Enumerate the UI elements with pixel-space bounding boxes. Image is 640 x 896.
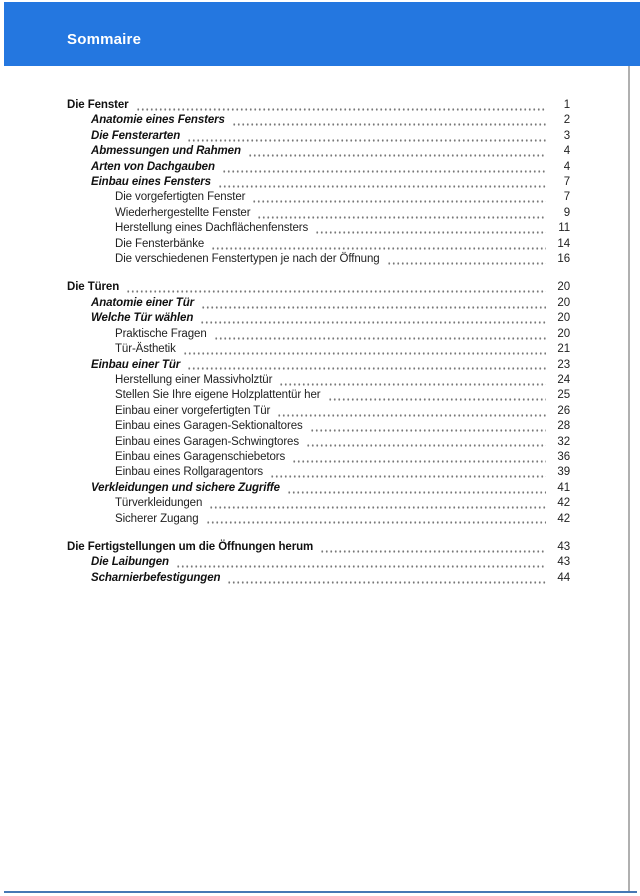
toc-entry[interactable] xyxy=(67,496,570,511)
toc-section xyxy=(67,280,570,527)
toc-entry-page: 32 xyxy=(557,435,570,448)
toc-entry-label: Sicherer Zugang xyxy=(115,512,199,525)
toc-entry-page: 20 xyxy=(557,281,570,294)
dot-leader xyxy=(187,358,546,373)
toc-entry-label: Welche Tür wählen xyxy=(91,312,194,325)
dot-leader xyxy=(209,496,546,511)
toc-entry-label: Einbau eines Garagen-Schwingtores xyxy=(115,435,300,448)
toc-entry[interactable] xyxy=(67,571,570,586)
toc-entry-label: Arten von Dachgauben xyxy=(91,160,215,173)
dot-leader xyxy=(270,465,546,480)
toc-entry-label: Abmessungen und Rahmen xyxy=(91,145,241,158)
toc-entry-label: Die vorgefertigten Fenster xyxy=(115,191,246,204)
toc-entry-label: Die Fensterbänke xyxy=(115,237,205,250)
dot-leader xyxy=(211,237,546,252)
toc-entry[interactable] xyxy=(67,465,570,480)
toc-entry-label: Einbau einer Tür xyxy=(91,358,181,371)
toc-entry[interactable] xyxy=(67,129,570,144)
toc-entry-label: Einbau eines Rollgaragentors xyxy=(115,466,264,479)
toc-entry-page: 20 xyxy=(557,296,570,309)
toc-entry[interactable] xyxy=(67,481,570,496)
toc-entry-page: 7 xyxy=(563,176,570,189)
toc-entry-page: 1 xyxy=(563,99,570,111)
toc-entry-page: 7 xyxy=(563,191,570,204)
toc-entry[interactable] xyxy=(67,113,570,128)
dot-leader xyxy=(287,481,546,496)
toc xyxy=(67,98,570,599)
toc-entry-page: 14 xyxy=(557,237,570,250)
toc-entry[interactable] xyxy=(67,280,570,295)
toc-entry-page: 25 xyxy=(557,389,570,402)
toc-entry[interactable] xyxy=(67,404,570,419)
toc-entry[interactable] xyxy=(67,206,570,221)
toc-entry[interactable] xyxy=(67,327,570,342)
toc-entry-page: 16 xyxy=(557,253,570,266)
dot-leader xyxy=(222,160,546,175)
dot-leader xyxy=(200,311,546,326)
toc-entry-label: Die Laibungen xyxy=(91,556,169,569)
dot-leader xyxy=(183,342,546,357)
toc-entry-page: 11 xyxy=(558,222,570,235)
footer-rule xyxy=(4,891,637,893)
toc-entry-page: 36 xyxy=(557,450,570,463)
toc-entry-page: 4 xyxy=(563,160,570,173)
toc-entry[interactable] xyxy=(67,342,570,357)
toc-entry-label: Verkleidungen und sichere Zugriffe xyxy=(91,481,280,494)
toc-entry-label: Einbau eines Fensters xyxy=(91,176,211,189)
toc-entry-label: Herstellung einer Massivholztür xyxy=(115,373,273,386)
dot-leader xyxy=(214,327,546,342)
toc-entry[interactable] xyxy=(67,358,570,373)
toc-entry-page: 42 xyxy=(557,497,570,510)
dot-leader xyxy=(279,373,546,388)
toc-entry-page: 43 xyxy=(557,540,570,553)
toc-entry-page: 2 xyxy=(563,114,570,127)
dot-leader xyxy=(306,435,546,450)
dot-leader xyxy=(257,206,546,221)
dot-leader xyxy=(320,540,546,555)
toc-entry-page: 28 xyxy=(557,420,570,433)
dot-leader xyxy=(206,512,546,527)
toc-entry[interactable] xyxy=(67,296,570,311)
dot-leader xyxy=(201,296,546,311)
toc-entry[interactable] xyxy=(67,450,570,465)
toc-entry-page: 3 xyxy=(563,129,570,142)
toc-section xyxy=(67,98,570,267)
toc-entry[interactable] xyxy=(67,144,570,159)
toc-entry-page: 21 xyxy=(557,343,570,356)
toc-entry-label: Anatomie eines Fensters xyxy=(91,114,225,127)
toc-entry[interactable] xyxy=(67,512,570,527)
dot-leader xyxy=(328,388,547,403)
dot-leader xyxy=(187,129,546,144)
toc-entry-page: 9 xyxy=(563,206,570,219)
toc-entry-page: 23 xyxy=(557,358,570,371)
toc-entry-label: Die Türen xyxy=(67,281,120,294)
toc-entry[interactable] xyxy=(67,175,570,190)
dot-leader xyxy=(136,98,546,113)
toc-entry-page: 24 xyxy=(557,373,570,386)
toc-entry-page: 44 xyxy=(557,571,570,584)
toc-entry[interactable] xyxy=(67,190,570,205)
dot-leader xyxy=(232,113,546,128)
toc-entry-label: Die Fensterarten xyxy=(91,129,181,142)
toc-entry-page: 20 xyxy=(557,312,570,325)
toc-entry-label: Stellen Sie Ihre eigene Holzplattentür her xyxy=(115,389,321,402)
toc-entry-page: 20 xyxy=(557,327,570,340)
dot-leader xyxy=(218,175,546,190)
toc-entry-label: Die verschiedenen Fenstertypen je nach der Öffnung xyxy=(115,253,380,266)
page-edge-line xyxy=(628,66,630,891)
toc-entry-label: Türverkleidungen xyxy=(115,497,203,510)
toc-entry[interactable] xyxy=(67,98,570,113)
toc-entry-page: 26 xyxy=(557,404,570,417)
toc-entry-page: 42 xyxy=(557,512,570,525)
toc-entry-page: 39 xyxy=(557,466,570,479)
dot-leader xyxy=(310,419,546,434)
toc-entry-label: Praktische Fragen xyxy=(115,327,207,340)
dot-leader xyxy=(315,221,546,236)
toc-entry[interactable] xyxy=(67,555,570,570)
toc-entry-label: Einbau eines Garagen-Sektionaltores xyxy=(115,420,303,433)
toc-entry[interactable] xyxy=(67,311,570,326)
toc-entry[interactable] xyxy=(67,252,570,267)
toc-entry-label: Die Fertigstellungen um die Öffnungen herum xyxy=(67,540,314,553)
toc-entry-label: Scharnierbefestigungen xyxy=(91,571,221,584)
toc-entry[interactable] xyxy=(67,160,570,175)
toc-entry[interactable] xyxy=(67,388,570,403)
toc-entry-label: Die Fenster xyxy=(67,99,129,111)
toc-section xyxy=(67,540,570,586)
page-title: Sommaire xyxy=(67,31,142,48)
toc-entry[interactable] xyxy=(67,419,570,434)
toc-entry-page: 43 xyxy=(557,556,570,569)
dot-leader xyxy=(387,252,546,267)
toc-entry[interactable] xyxy=(67,435,570,450)
toc-entry[interactable] xyxy=(67,221,570,236)
dot-leader xyxy=(176,555,546,570)
toc-entry[interactable] xyxy=(67,540,570,555)
toc-entry-label: Wiederhergestellte Fenster xyxy=(115,206,251,219)
dot-leader xyxy=(126,280,546,295)
toc-entry-label: Herstellung eines Dachflächenfensters xyxy=(115,222,309,235)
page-header xyxy=(4,2,640,66)
dot-leader xyxy=(252,190,546,205)
dot-leader xyxy=(292,450,546,465)
dot-leader xyxy=(277,404,546,419)
toc-entry[interactable] xyxy=(67,373,570,388)
toc-entry-label: Anatomie einer Tür xyxy=(91,296,194,309)
toc-entry-page: 41 xyxy=(557,481,570,494)
toc-entry-label: Tür-Ästhetik xyxy=(115,343,176,356)
dot-leader xyxy=(227,571,546,586)
toc-entry[interactable] xyxy=(67,237,570,252)
dot-leader xyxy=(248,144,546,159)
toc-entry-label: Einbau einer vorgefertigten Tür xyxy=(115,404,271,417)
toc-entry-page: 4 xyxy=(563,145,570,158)
toc-entry-label: Einbau eines Garagenschiebetors xyxy=(115,450,286,463)
